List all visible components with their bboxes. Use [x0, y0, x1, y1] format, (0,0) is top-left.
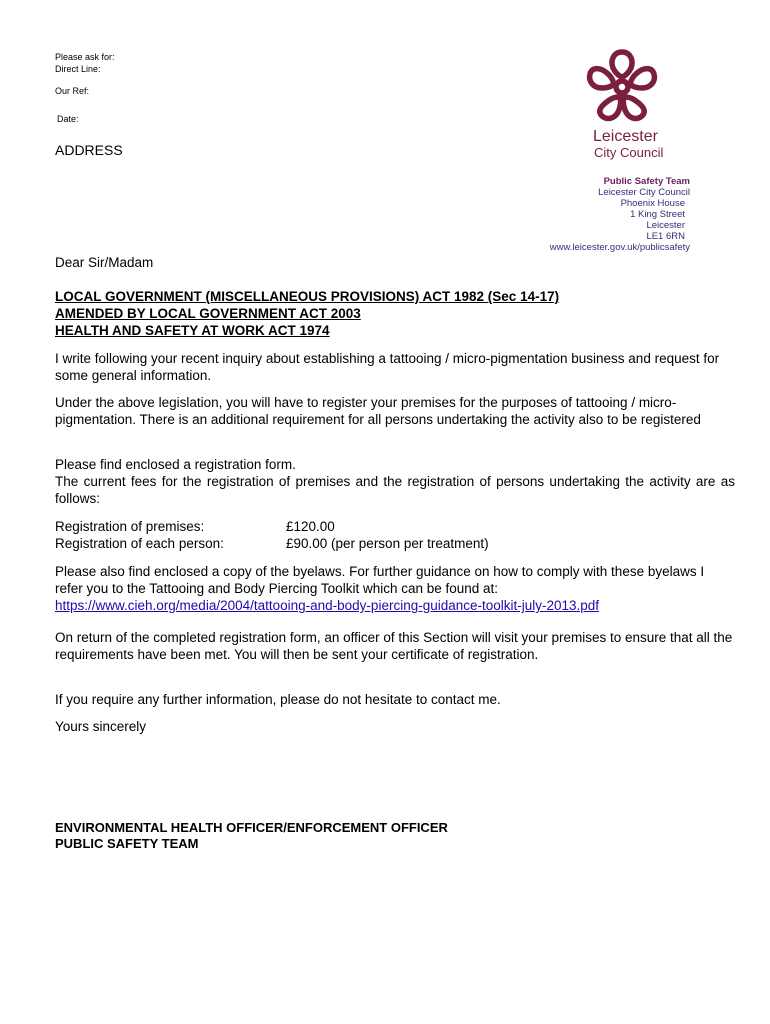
paragraph-6: If you require any further information, please do not hesitate to contact me.	[55, 692, 501, 707]
contact-org: Leicester City Council	[598, 187, 690, 198]
fee-label: Registration of premises:	[55, 519, 205, 534]
contact-block	[550, 176, 690, 253]
heading-1: LOCAL GOVERNMENT (MISCELLANEOUS PROVISIONS) ACT 1982 (Sec 14-17)	[55, 289, 560, 304]
paragraph-3	[55, 456, 735, 507]
contact-street: 1 King Street	[630, 209, 685, 220]
paragraph-3b: The current fees for the registration of premises and the registration of persons undertaking the activity are as follows:	[55, 474, 735, 506]
toolkit-link[interactable]: https://www.cieh.org/media/2004/tattooing-and-body-piercing-guidance-toolkit-july-2013.pdf	[55, 598, 600, 613]
contact-website: www.leicester.gov.uk/publicsafety	[549, 242, 690, 253]
contact-building: Phoenix House	[620, 198, 685, 209]
salutation: Dear Sir/Madam	[55, 255, 154, 270]
signature-block	[55, 820, 448, 852]
our-ref: Our Ref:	[55, 86, 90, 96]
paragraph-3a: Please find enclosed a registration form.	[55, 457, 296, 472]
signature-title: ENVIRONMENTAL HEALTH OFFICER/ENFORCEMENT OFFICER	[55, 820, 448, 835]
closing: Yours sincerely	[55, 719, 147, 734]
please-ask-for: Please ask for:	[55, 52, 115, 62]
address-placeholder: ADDRESS	[55, 142, 123, 158]
council-name	[593, 129, 663, 161]
council-name-line1: Leicester	[593, 128, 658, 145]
signature-team: PUBLIC SAFETY TEAM	[55, 836, 199, 851]
paragraph-1: I write following your recent inquiry about establishing a tattooing / micro-pigmentation business and request for some general information.	[55, 351, 720, 383]
rose-emblem-icon	[584, 46, 660, 126]
council-logo	[584, 46, 676, 126]
contact-city: Leicester	[646, 220, 685, 231]
paragraph-2: Under the above legislation, you will have to register your premises for the purposes of tattooing / micro-pigmentation. There is an additional requirement for all persons undertaking the activity also to be registered	[55, 395, 701, 427]
fee-row	[55, 535, 489, 552]
paragraph-4-text: Please also find enclosed a copy of the byelaws. For further guidance on how to comply with these byelaws I refer you to the Tattooing and Body Piercing Toolkit which can be found at:	[55, 564, 705, 596]
fees-table	[55, 518, 489, 552]
fee-value: £90.00 (per person per treatment)	[286, 536, 489, 551]
heading-2: AMENDED BY LOCAL GOVERNMENT ACT 2003	[55, 306, 361, 321]
heading-3: HEALTH AND SAFETY AT WORK ACT 1974	[55, 323, 330, 338]
paragraph-5: On return of the completed registration form, an officer of this Section will visit your premises to ensure that all the requirements have been met. You will then be sent your certificate of registration.	[55, 630, 733, 662]
contact-postcode: LE1 6RN	[646, 231, 685, 242]
council-name-line2: City Council	[594, 145, 664, 160]
contact-team: Public Safety Team	[603, 176, 690, 187]
direct-line: Direct Line:	[55, 64, 101, 74]
fee-value: £120.00	[286, 519, 335, 534]
fee-label: Registration of each person:	[55, 536, 224, 551]
legislation-headings	[55, 288, 735, 339]
fee-row	[55, 518, 489, 535]
paragraph-4	[55, 563, 735, 614]
date-label: Date:	[57, 114, 79, 124]
